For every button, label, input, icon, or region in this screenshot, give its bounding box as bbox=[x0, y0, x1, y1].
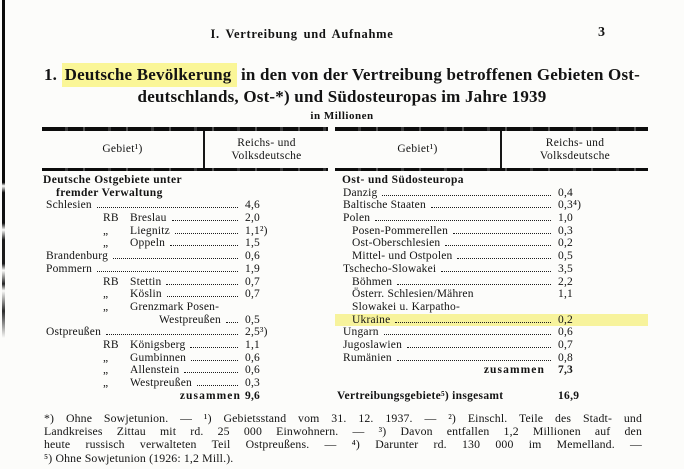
row-prefix: „ bbox=[103, 364, 109, 377]
table-row bbox=[335, 250, 648, 263]
title-number: 1. bbox=[43, 65, 58, 84]
table-row bbox=[335, 288, 648, 301]
row-prefix: RB bbox=[103, 212, 119, 225]
row-value: 0,6 bbox=[245, 250, 260, 263]
row-label: Gumbinnen bbox=[130, 351, 187, 364]
dot-leader bbox=[191, 360, 238, 361]
table-row bbox=[42, 390, 328, 403]
page-number: 3 bbox=[598, 25, 605, 40]
dot-leader bbox=[453, 233, 551, 234]
dot-leader bbox=[431, 207, 551, 208]
row-label: Ost- und Südosteuropa bbox=[342, 174, 464, 186]
row-label: Deutsche Ostgebiete unter bbox=[43, 174, 183, 186]
table-row bbox=[335, 225, 648, 238]
table-row bbox=[42, 263, 328, 276]
footnote-line: *) Ohne Sowjetunion. — ¹) Gebietsstand vom 31. 12. 1937. — ²) Einschl. Teile des Stadt- und bbox=[44, 411, 642, 425]
dot-leader bbox=[184, 372, 238, 373]
row-value: 0,6 bbox=[245, 351, 260, 364]
dot-leader bbox=[445, 245, 551, 246]
right-table-body bbox=[335, 171, 648, 402]
row-label: Allenstein bbox=[130, 364, 180, 377]
row-value: 0,3 bbox=[558, 224, 573, 237]
dot-leader bbox=[106, 334, 238, 335]
row-label: fremder Verwaltung bbox=[56, 186, 163, 199]
row-label: zusammen bbox=[179, 389, 241, 402]
row-value: 0,8 bbox=[558, 351, 573, 364]
row-value: 0,5 bbox=[558, 250, 573, 263]
table-row bbox=[42, 301, 328, 314]
row-label: Posen-Pommerellen bbox=[352, 224, 449, 237]
row-value: 4,6 bbox=[245, 199, 260, 212]
table-row bbox=[335, 339, 648, 352]
table-row bbox=[335, 364, 648, 377]
table-row bbox=[335, 377, 648, 390]
row-label: Ost-Oberschlesien bbox=[352, 237, 441, 250]
table-row bbox=[329, 390, 648, 403]
table-row bbox=[335, 237, 648, 250]
row-value: 0,2 bbox=[558, 313, 573, 326]
row-prefix: „ bbox=[103, 351, 109, 364]
row-label: Polen bbox=[343, 212, 371, 225]
row-label: Brandenburg bbox=[46, 250, 109, 263]
row-value: 2,2 bbox=[558, 275, 573, 288]
row-label: Stettin bbox=[130, 275, 162, 288]
table-row bbox=[42, 352, 328, 365]
table-row bbox=[42, 237, 328, 250]
row-label: Köslin bbox=[130, 288, 162, 301]
column-header-value: Reichs- und Volksdeutsche bbox=[203, 131, 328, 168]
row-value: 0,7 bbox=[245, 275, 260, 288]
row-prefix: RB bbox=[103, 275, 119, 288]
table-row bbox=[335, 199, 648, 212]
dot-leader bbox=[190, 347, 238, 348]
table-row bbox=[335, 326, 648, 339]
row-label: Grenzmark Posen- bbox=[130, 300, 220, 313]
row-label: Tschecho-Slowakei bbox=[343, 262, 437, 275]
unit-label: in Millionen bbox=[310, 110, 374, 122]
table-row bbox=[42, 225, 328, 238]
row-value: 1,0 bbox=[558, 212, 573, 225]
row-value: 0,7 bbox=[558, 338, 573, 351]
dot-leader bbox=[175, 233, 238, 234]
table-row bbox=[42, 199, 328, 212]
dot-leader bbox=[170, 245, 238, 246]
row-label: Slowakei u. Karpatho- bbox=[352, 300, 460, 313]
dot-leader bbox=[382, 195, 551, 196]
dot-leader bbox=[441, 271, 551, 272]
row-label: Rumänien bbox=[343, 351, 392, 364]
row-label: Pommern bbox=[46, 262, 93, 275]
row-prefix: „ bbox=[103, 300, 109, 313]
right-table bbox=[335, 127, 648, 402]
row-label: Baltische Staaten bbox=[343, 199, 426, 212]
row-prefix: „ bbox=[103, 224, 109, 237]
dot-leader bbox=[97, 271, 238, 272]
row-prefix: RB bbox=[103, 338, 119, 351]
row-value: 1,5 bbox=[245, 237, 260, 250]
row-label: Königsberg bbox=[130, 338, 186, 351]
row-label: Österr. Schlesien/Mähren bbox=[352, 288, 474, 301]
row-label: Schlesien bbox=[46, 199, 92, 212]
table-row bbox=[42, 250, 328, 263]
table-title bbox=[0, 64, 684, 108]
row-value: 0,6 bbox=[245, 364, 260, 377]
row-label: Danzig bbox=[343, 186, 378, 199]
table-row bbox=[42, 187, 328, 200]
row-label: Ostpreußen bbox=[46, 326, 102, 339]
table-row bbox=[42, 276, 328, 289]
row-value: 16,9 bbox=[558, 389, 580, 402]
row-value: 1,1 bbox=[245, 338, 260, 351]
row-value: 1,1 bbox=[558, 288, 573, 301]
footnote-line: heute russisch verwalteten Teil Ostpreußens. — ⁴) Darunter rd. 130 000 im Memelland. — bbox=[44, 437, 642, 452]
table-header bbox=[42, 131, 328, 168]
table-row bbox=[42, 314, 328, 327]
row-value: 7,3 bbox=[558, 364, 573, 377]
row-value: 0,7 bbox=[245, 288, 260, 301]
row-value: 0,6 bbox=[558, 326, 573, 339]
row-value: 2,0 bbox=[245, 212, 260, 225]
row-label: Breslau bbox=[130, 212, 167, 225]
dot-leader bbox=[167, 296, 238, 297]
table-row bbox=[42, 288, 328, 301]
row-value: 1,1²) bbox=[245, 224, 268, 237]
table-row bbox=[335, 352, 648, 365]
row-value: 1,9 bbox=[245, 262, 260, 275]
table-row bbox=[335, 187, 648, 200]
column-header-gebiet: Gebiet¹) bbox=[102, 143, 143, 155]
row-label: Westpreußen bbox=[130, 377, 192, 389]
footnote-line: ⁵) Ohne Sowjetunion (1926: 1,2 Mill.). bbox=[44, 450, 234, 465]
title-line2: deutschlands, Ost-*) und Südosteuropas im Jahre 1939 bbox=[137, 87, 547, 106]
table-row bbox=[42, 326, 328, 339]
row-value: 3,5 bbox=[558, 262, 573, 275]
dot-leader bbox=[113, 258, 238, 259]
row-value: 0,3 bbox=[245, 377, 260, 389]
row-label: Westpreußen bbox=[159, 313, 221, 326]
row-value: 2,5³) bbox=[245, 326, 268, 339]
row-value: 9,6 bbox=[245, 389, 260, 402]
column-header-value: Reichs- und Volksdeutsche bbox=[500, 131, 648, 168]
dot-leader bbox=[407, 347, 551, 348]
table-row bbox=[335, 212, 648, 225]
row-label: Jugoslawien bbox=[343, 338, 403, 351]
table-header bbox=[335, 131, 648, 168]
row-value: 0,2 bbox=[558, 237, 573, 250]
scan-edge-artifact bbox=[2, 0, 5, 338]
row-label: Ukraine bbox=[352, 313, 391, 326]
dot-leader bbox=[457, 258, 551, 259]
title-highlight: Deutsche Bevölkerung bbox=[62, 63, 237, 87]
table-row bbox=[42, 377, 328, 390]
table-row-highlighted bbox=[335, 314, 648, 327]
row-label: zusammen bbox=[483, 364, 545, 377]
dot-leader bbox=[197, 385, 238, 386]
table-row bbox=[335, 174, 648, 187]
dot-leader bbox=[397, 360, 551, 361]
row-label: Liegnitz bbox=[130, 224, 170, 237]
row-value: 0,5 bbox=[245, 313, 260, 326]
column-header-gebiet: Gebiet¹) bbox=[397, 143, 438, 155]
left-table bbox=[42, 127, 328, 402]
table-row bbox=[335, 276, 648, 289]
row-prefix: „ bbox=[103, 237, 109, 250]
row-label: Vertreibungsgebiete⁵) insgesamt bbox=[337, 389, 504, 402]
table-row bbox=[42, 212, 328, 225]
row-label: Oppeln bbox=[130, 237, 166, 250]
left-table-body bbox=[42, 171, 328, 402]
title-rest: in den von der Vertreibung betroffenen Gebieten Ost- bbox=[240, 65, 641, 84]
dot-leader bbox=[97, 207, 238, 208]
table-row bbox=[42, 339, 328, 352]
dot-leader bbox=[384, 334, 551, 335]
row-label: Böhmen bbox=[352, 275, 393, 288]
dot-leader bbox=[375, 220, 551, 221]
table-row bbox=[335, 263, 648, 276]
dot-leader bbox=[172, 220, 238, 221]
row-label: Ungarn bbox=[343, 326, 379, 339]
table-row bbox=[42, 364, 328, 377]
footnotes bbox=[44, 412, 642, 465]
table-row bbox=[42, 174, 328, 187]
row-prefix: „ bbox=[103, 377, 109, 389]
row-value: 0,3⁴) bbox=[558, 199, 582, 212]
dot-leader bbox=[226, 322, 238, 323]
dot-leader bbox=[397, 284, 551, 285]
footnote-line: Landkreises Zittau mit rd. 25 000 Einwohnern. — ³) Davon entfallen 1,2 Millionen auf den bbox=[44, 424, 642, 439]
row-label: Mittel- und Ostpolen bbox=[352, 250, 453, 263]
running-head: I. Vertreibung und Aufnahme bbox=[210, 27, 394, 41]
dot-leader bbox=[166, 284, 238, 285]
dot-leader bbox=[395, 322, 551, 323]
row-prefix: „ bbox=[103, 288, 109, 301]
table-row bbox=[335, 301, 648, 314]
row-value: 0,4 bbox=[558, 186, 573, 199]
